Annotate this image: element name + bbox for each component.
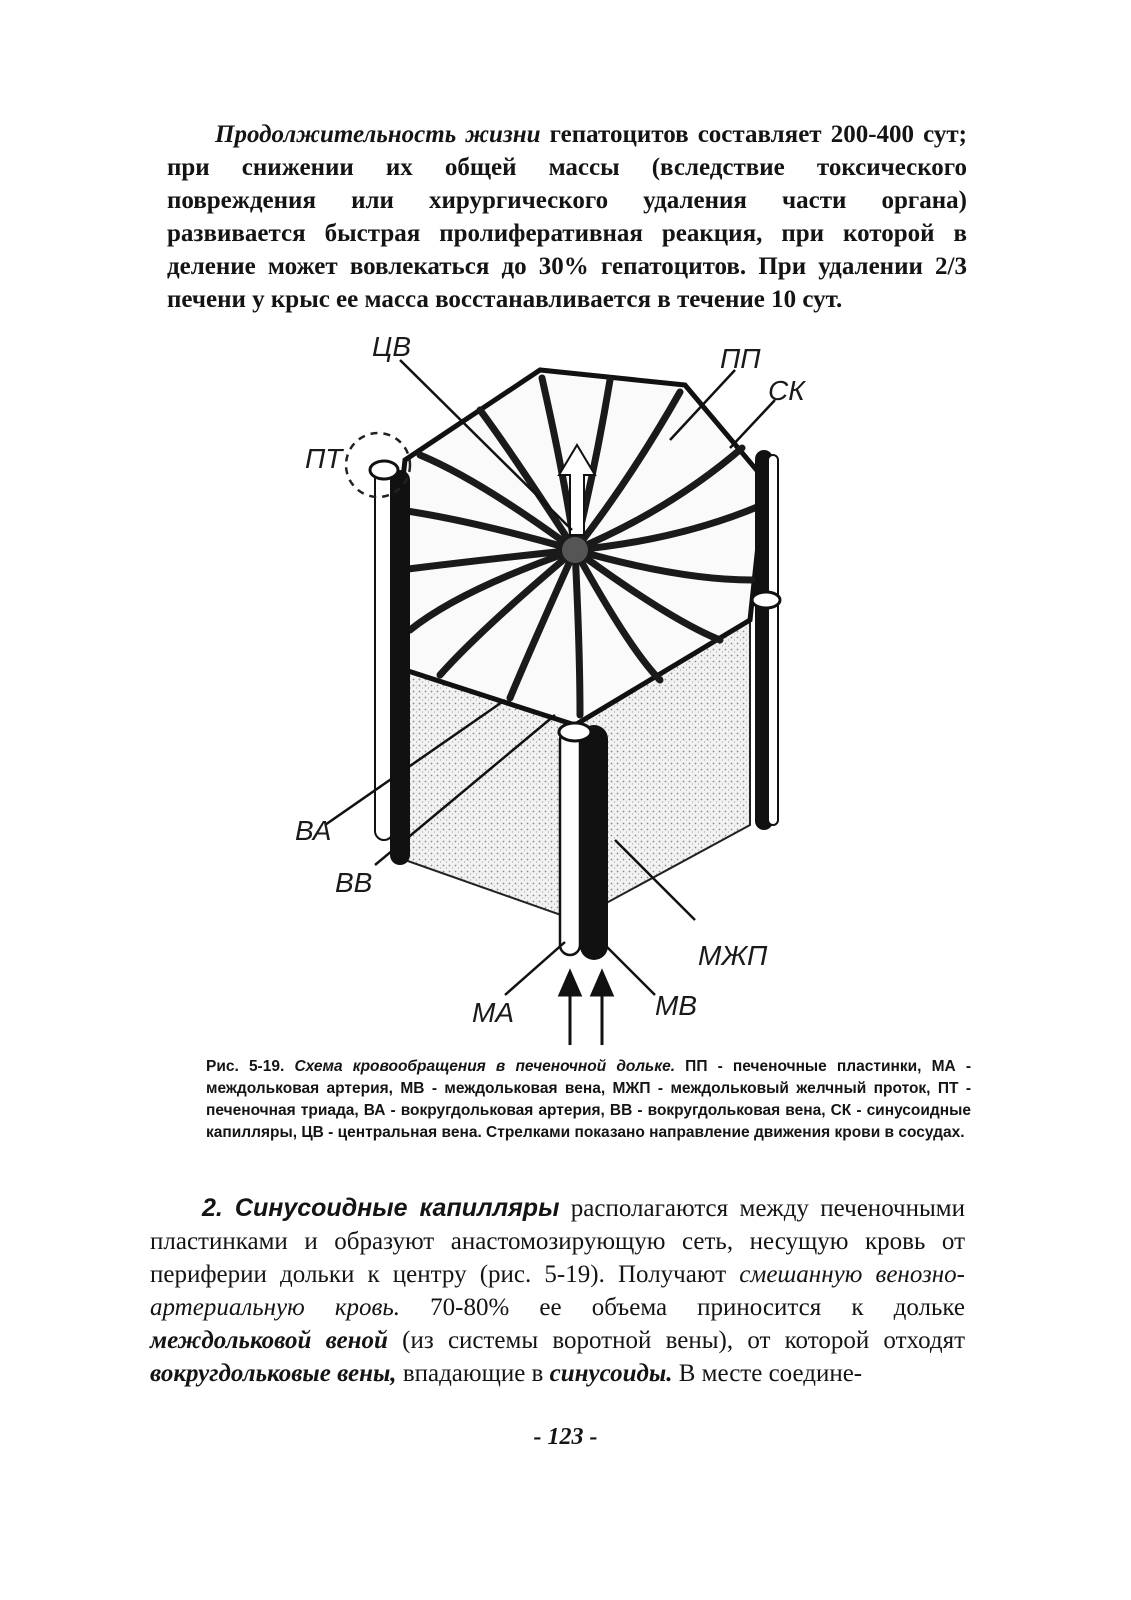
vessel-front-top: [559, 723, 591, 741]
caption-number: Рис. 5-19.: [206, 1058, 285, 1075]
term-mixed-blood: смешанную венозно-артериальную кровь.: [150, 1261, 965, 1321]
vessel-front-vein: [580, 725, 608, 960]
label-pp: ПП: [720, 343, 761, 374]
vessel-left-top: [370, 461, 398, 479]
label-cv: ЦВ: [372, 331, 412, 362]
label-sk: СК: [768, 375, 805, 406]
central-vein: [562, 537, 588, 563]
paragraph-lifespan-text: гепатоцитов составляет 200-400 сут; при снижении их общей массы (вследствие токсического повреждения или хирургического удаления части органа) развивается быстрая пролиферативная реакция, при которой в деление может вовлекаться до 30% гепатоцитов. При удалении 2/3 печени у крыс ее масса восстанавливается в течение 10 сут.: [167, 121, 968, 313]
label-vv: ВВ: [335, 867, 373, 898]
paragraph-sinusoids-text-3: (из системы воротной вены), от которой отходят: [387, 1327, 965, 1354]
term-interlobular-vein: междольковой веной: [150, 1327, 388, 1354]
label-va: ВА: [295, 815, 332, 846]
vessel-front-artery: [560, 730, 580, 955]
figure-caption: [206, 1056, 971, 1144]
paragraph-sinusoids-text-1: располагаются между печеночными пластинками и образуют анастомозирующую сеть, несущую кровь от периферии дольки к центру (рис. 5-19). Получают: [150, 1195, 965, 1288]
inflow-arrows: [560, 972, 612, 1045]
term-perilobular-veins: вокругдольковые вены,: [150, 1360, 397, 1387]
label-mv: МВ: [655, 990, 697, 1021]
section-heading: 2. Синусоидные капилляры: [202, 1194, 560, 1222]
caption-title: Схема кровообращения в печеночной дольке.: [294, 1058, 676, 1075]
paragraph-sinusoids: [150, 1192, 965, 1390]
paragraph-sinusoids-text-2: 70-80% ее объема приносится к дольке: [400, 1294, 965, 1321]
page-number: - 123 -: [533, 1424, 598, 1450]
figure-liver-lobule: [280, 330, 840, 1050]
vessel-right-top: [752, 592, 780, 608]
caption-text: ПП - печеночные пластинки, МА - междольковая артерия, МВ - междольковая вена, МЖП - междольковый желчный проток, ПТ - печеночная триада, ВА - вокругдольковая артерия, ВВ - вокругдольковая вена, СК - синусоидные капилляры, ЦВ - центральная вена. Стрелками показано направление движения крови в сосудах.: [206, 1058, 972, 1141]
vessel-right-light: [768, 455, 778, 825]
paragraph-lifespan: [167, 118, 967, 316]
label-ma: МА: [472, 997, 514, 1028]
paragraph-sinusoids-text-5: В месте соедине-: [672, 1360, 863, 1387]
paragraph-sinusoids-text-4: впадающие в: [396, 1360, 550, 1387]
label-pt: ПТ: [305, 443, 343, 474]
term-lifespan: Продолжительность жизни: [215, 121, 541, 148]
vessel-left-dark: [390, 470, 410, 865]
liver-lobule-diagram: [280, 330, 840, 1050]
label-mzhp: МЖП: [698, 940, 768, 971]
term-sinusoids: синусоиды.: [549, 1360, 673, 1387]
